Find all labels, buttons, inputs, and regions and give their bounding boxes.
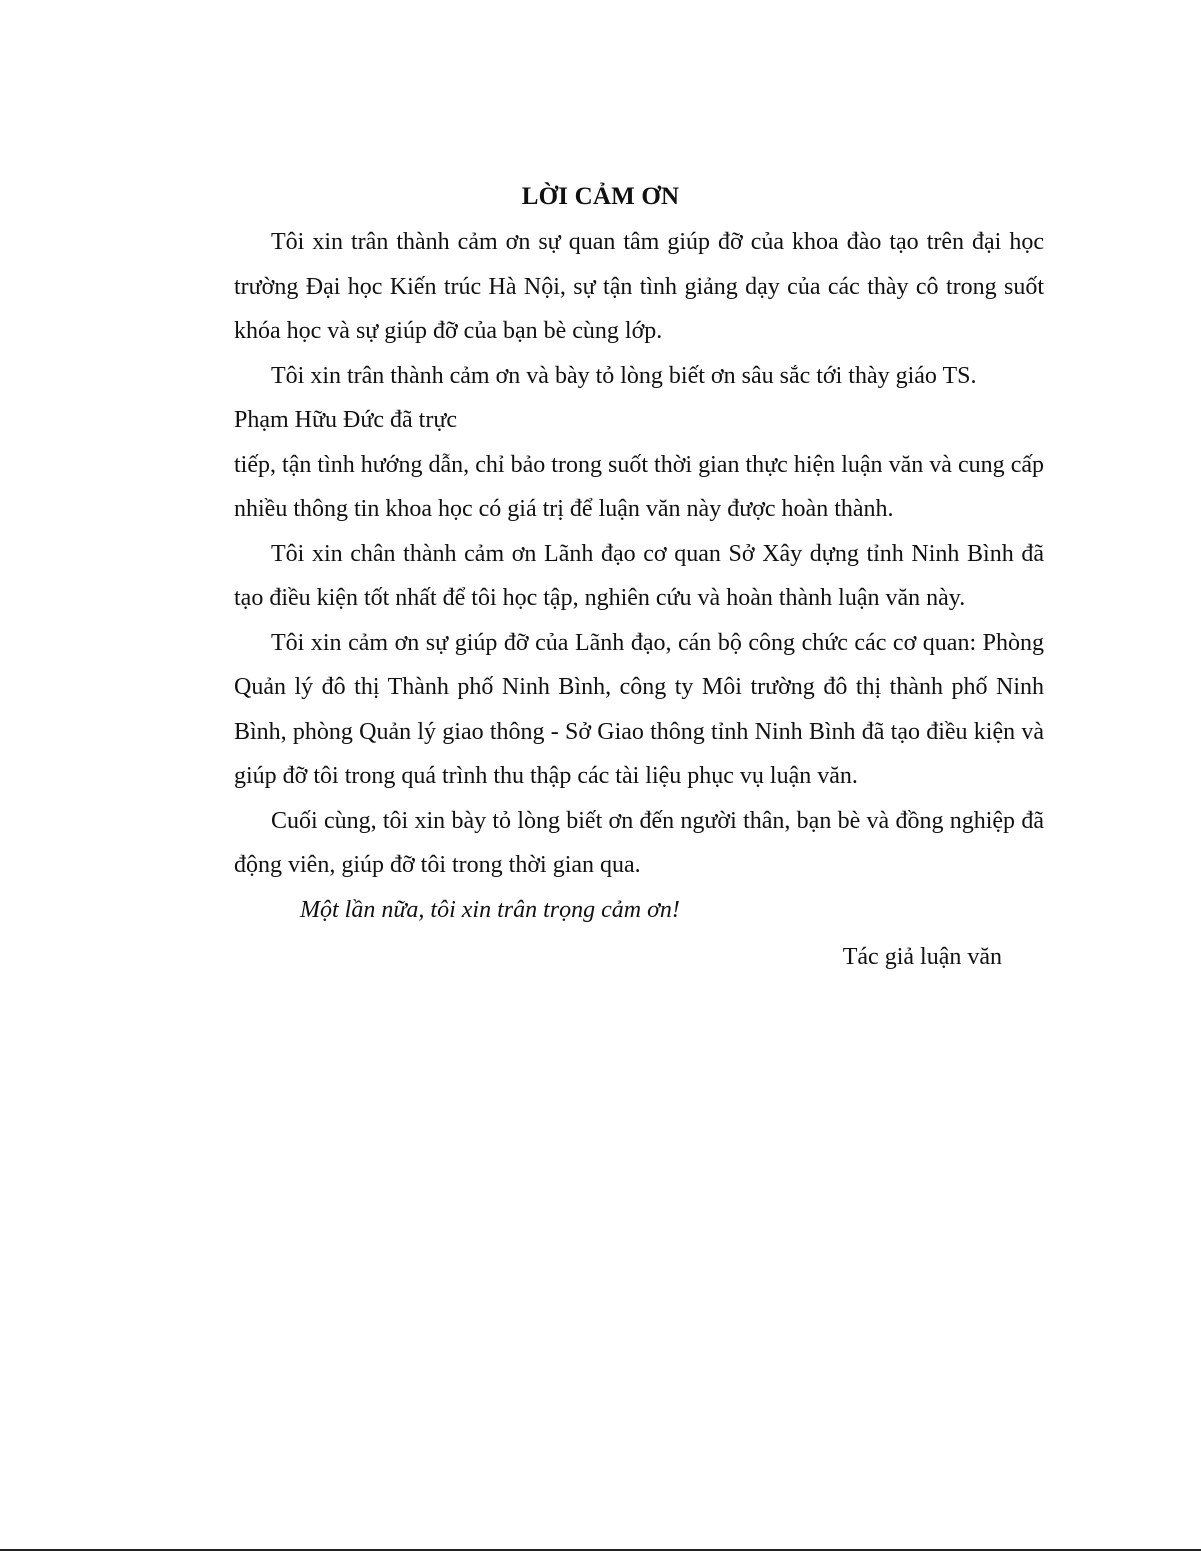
paragraph-advisor-guidance: tiếp, tận tình hướng dẫn, chỉ bảo trong suốt thời gian thực hiện luận văn và cung cấp nhiều thông tin khoa học có giá trị để luận văn này được hoàn thành. bbox=[234, 451, 1044, 522]
paragraph-agencies-thanks: Tôi xin cảm ơn sự giúp đỡ của Lãnh đạo, cán bộ công chức các cơ quan: Phòng Quản lý đô thị Thành phố Ninh Bình, công ty Môi trường đô thị thành phố Ninh Bình, phòng Quản lý giao thông - Sở Giao thông tỉnh Ninh Bình đã tạo điều kiện và giúp đỡ tôi trong quá trình thu thập các tài liệu phục vụ luận văn. bbox=[234, 629, 1044, 789]
paragraph-family-thanks: Cuối cùng, tôi xin bày tỏ lòng biết ơn đến người thân, bạn bè và đồng nghiệp đã động viên, giúp đỡ tôi trong thời gian qua. bbox=[234, 807, 1044, 878]
paragraph-faculty-thanks: Tôi xin trân thành cảm ơn sự quan tâm giúp đỡ của khoa đào tạo trên đại học trường Đại học Kiến trúc Hà Nội, sự tận tình giảng dạy của các thày cô trong suốt khóa học và sự giúp đỡ của bạn bè cùng lớp. bbox=[234, 229, 1044, 344]
closing-line: Một lần nữa, tôi xin trân trọng cảm ơn! bbox=[300, 896, 680, 923]
page-title: LỜI CẢM ƠN bbox=[521, 183, 680, 210]
author-signature: Tác giả luận văn bbox=[842, 943, 1002, 970]
paragraph-advisor-thanks: Tôi xin trân thành cảm ơn và bày tỏ lòng biết ơn sâu sắc tới thày giáo TS. bbox=[271, 362, 977, 389]
paragraph-advisor-name: Phạm Hữu Đức đã trực bbox=[234, 407, 457, 433]
page-bottom-rule bbox=[0, 1549, 1201, 1551]
document-body bbox=[234, 220, 1044, 982]
paragraph-department-thanks: Tôi xin chân thành cảm ơn Lãnh đạo cơ quan Sở Xây dựng tỉnh Ninh Bình đã tạo điều kiện tốt nhất để tôi học tập, nghiên cứu và hoàn thành luận văn này. bbox=[234, 540, 1044, 611]
